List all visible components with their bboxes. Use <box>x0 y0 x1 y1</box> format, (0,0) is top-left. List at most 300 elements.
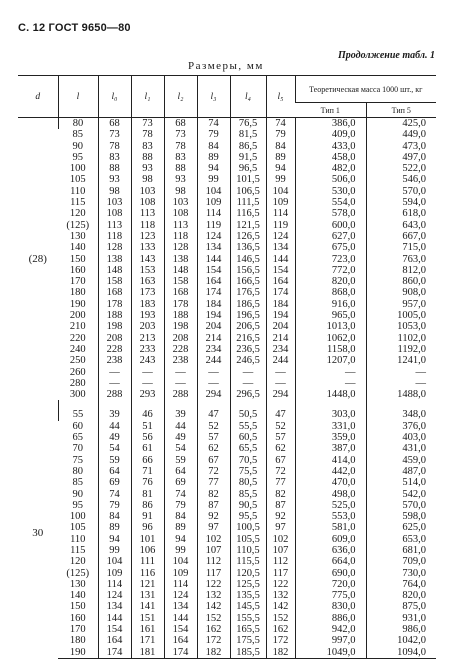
table-cell: 114 <box>197 208 230 219</box>
table-cell: 182 <box>266 647 295 659</box>
table-cell: 73 <box>98 129 131 140</box>
table-cell: 812,0 <box>366 265 436 276</box>
col-header-l2: l₂ <box>164 76 197 118</box>
table-cell: 93 <box>98 174 131 185</box>
table-cell: 93 <box>131 163 164 174</box>
table-cell: 280 <box>69 377 86 389</box>
table-cell: 228 <box>164 344 197 355</box>
table-cell: 246,5 <box>230 355 266 366</box>
diameter-cell: (28) <box>28 252 47 265</box>
table-cell: 69 <box>164 477 197 488</box>
table-cell: 134 <box>98 601 131 612</box>
table-cell: 506,0 <box>295 174 366 185</box>
table-cell: 106 <box>131 545 164 556</box>
table-cell: 57 <box>197 432 230 443</box>
table-cell: 98 <box>164 186 197 197</box>
table-cell: 359,0 <box>295 432 366 443</box>
table-cell: 112 <box>266 556 295 567</box>
table-row <box>18 647 436 659</box>
table-cell: 84 <box>266 141 295 152</box>
table-cell: 111 <box>131 556 164 567</box>
table-cell: 74 <box>98 489 131 500</box>
table-cell: 131 <box>131 590 164 601</box>
table-cell: 70,5 <box>230 455 266 466</box>
table-cell: 190 <box>58 647 98 659</box>
col-header-l: l <box>58 76 98 118</box>
table-cell: 122 <box>197 579 230 590</box>
table-cell: 115 <box>70 197 86 209</box>
table-cell: 240 <box>69 343 86 355</box>
table-cell: 116 <box>131 568 164 579</box>
table-cell: 115,5 <box>230 556 266 567</box>
table-cell: 103 <box>131 186 164 197</box>
table-row <box>18 276 436 287</box>
table-row <box>18 443 436 454</box>
table-cell: 104 <box>266 186 295 197</box>
table-cell: 82 <box>266 489 295 500</box>
table-cell: 112 <box>197 556 230 567</box>
table-cell: 87 <box>197 500 230 511</box>
table-cell: 200 <box>69 310 86 322</box>
table-row <box>18 389 436 400</box>
table-cell: 522,0 <box>366 163 436 174</box>
table-cell: 184 <box>197 299 230 310</box>
table-cell: 65,5 <box>230 443 266 454</box>
table-cell: 681,0 <box>366 545 436 556</box>
table-cell: 133 <box>131 242 164 253</box>
table-cell: 118 <box>131 220 164 231</box>
table-cell: 173 <box>131 287 164 298</box>
table-cell: 165,5 <box>230 624 266 635</box>
table-cell: 120 <box>69 556 86 568</box>
table-cell: 88 <box>131 152 164 163</box>
table-cell: 530,0 <box>295 186 366 197</box>
table-cell: — <box>98 378 131 389</box>
table-cell: 213 <box>131 333 164 344</box>
table-cell: 196,5 <box>230 310 266 321</box>
table-cell: 497,0 <box>366 152 436 163</box>
table-cell: 94 <box>197 163 230 174</box>
table-cell: 145,5 <box>230 601 266 612</box>
table-row <box>18 522 436 533</box>
table-cell: 113 <box>131 208 164 219</box>
table-cell: 148 <box>164 265 197 276</box>
table-cell: 178 <box>164 299 197 310</box>
table-cell: 204 <box>197 321 230 332</box>
table-cell: 148 <box>98 265 131 276</box>
table-cell: 172 <box>266 635 295 646</box>
table-cell: 49 <box>164 432 197 443</box>
page-header: С. 12 ГОСТ 9650—80 <box>18 22 131 34</box>
table-cell: 50,5 <box>230 409 266 420</box>
table-cell: 487,0 <box>366 466 436 477</box>
table-cell: 77 <box>197 477 230 488</box>
table-cell: 348,0 <box>366 409 436 420</box>
table-cell: 67 <box>197 455 230 466</box>
table-cell: 120,5 <box>230 568 266 579</box>
table-cell: 98 <box>131 174 164 185</box>
table-cell: 234 <box>197 344 230 355</box>
table-cell: 180 <box>69 635 86 647</box>
table-cell: — <box>230 367 266 378</box>
table-cell: 1005,0 <box>366 310 436 321</box>
table-cell: 860,0 <box>366 276 436 287</box>
table-cell: 78 <box>98 141 131 152</box>
table-row <box>18 174 436 185</box>
table-cell: 204 <box>266 321 295 332</box>
table-cell: 172 <box>197 635 230 646</box>
table-cell: 238 <box>98 355 131 366</box>
table-cell: 76,5 <box>230 118 266 130</box>
table-cell: 178 <box>98 299 131 310</box>
table-cell: 98 <box>98 186 131 197</box>
table-cell: 525,0 <box>295 500 366 511</box>
table-row <box>18 545 436 556</box>
table-cell: 54 <box>98 443 131 454</box>
table-cell: 132 <box>197 590 230 601</box>
group-spacer <box>18 400 436 409</box>
table-cell: — <box>98 367 131 378</box>
table-cell: 730,0 <box>366 568 436 579</box>
table-cell: 86 <box>131 500 164 511</box>
table-row <box>18 511 436 522</box>
table-cell: 95,5 <box>230 511 266 522</box>
table-cell: 134 <box>266 242 295 253</box>
table-cell: 170 <box>69 276 86 288</box>
table-cell: 102 <box>266 534 295 545</box>
table-cell: 134 <box>164 601 197 612</box>
table-cell: 93 <box>164 174 197 185</box>
table-cell: 146,5 <box>230 254 266 265</box>
table-row <box>18 556 436 567</box>
table-cell: 57 <box>266 432 295 443</box>
table-cell: 162 <box>197 624 230 635</box>
table-row <box>18 344 436 355</box>
spacer-cell <box>230 400 266 409</box>
table-cell: 106,5 <box>230 186 266 197</box>
table-cell: 134 <box>197 242 230 253</box>
table-cell: 300 <box>69 389 86 401</box>
table-cell: 820,0 <box>295 276 366 287</box>
table-continuation-label: Продолжение табл. 1 <box>337 50 435 61</box>
col-header-l1: l₁ <box>131 76 164 118</box>
table-cell: 470,0 <box>295 477 366 488</box>
table-cell: — <box>164 378 197 389</box>
table-cell: 875,0 <box>366 601 436 612</box>
table-cell: 715,0 <box>366 242 436 253</box>
table-row <box>18 287 436 298</box>
table-cell: 210 <box>69 321 86 333</box>
table-cell: 772,0 <box>295 265 366 276</box>
table-cell: 193 <box>131 310 164 321</box>
table-cell: 70 <box>72 443 83 455</box>
table-cell: 1158,0 <box>295 344 366 355</box>
table-cell: 387,0 <box>295 443 366 454</box>
table-cell: 482,0 <box>295 163 366 174</box>
table-cell: 409,0 <box>295 129 366 140</box>
table-row <box>18 477 436 488</box>
table-cell: 153 <box>131 265 164 276</box>
table-cell: 81 <box>131 489 164 500</box>
table-cell: 653,0 <box>366 534 436 545</box>
table-row <box>18 231 436 242</box>
table-cell: 119 <box>197 220 230 231</box>
table-cell: 59 <box>164 455 197 466</box>
table-cell: 109 <box>266 197 295 208</box>
table-cell: 238 <box>164 355 197 366</box>
table-cell: 107 <box>197 545 230 556</box>
table-cell: — <box>230 378 266 389</box>
table-cell: 87 <box>266 500 295 511</box>
table-cell: 431,0 <box>366 443 436 454</box>
table-cell: 154 <box>266 265 295 276</box>
table-cell: 554,0 <box>295 197 366 208</box>
table-cell: 288 <box>164 389 197 400</box>
table-cell: 174 <box>164 647 197 659</box>
table-cell: 121 <box>131 579 164 590</box>
spacer-cell <box>366 400 436 409</box>
table-cell: — <box>164 367 197 378</box>
table-cell: 89 <box>197 152 230 163</box>
table-cell: 609,0 <box>295 534 366 545</box>
table-cell: 124 <box>98 590 131 601</box>
table-cell: 94 <box>266 163 295 174</box>
table-cell: 52 <box>197 421 230 432</box>
table-cell: 160 <box>69 612 86 624</box>
table-cell: 107 <box>266 545 295 556</box>
table-cell: 95 <box>72 151 83 163</box>
table-cell: 181 <box>131 647 164 659</box>
table-cell: 104 <box>164 556 197 567</box>
table-cell: 77 <box>266 477 295 488</box>
spacer-cell <box>164 400 197 409</box>
table-cell: 643,0 <box>366 220 436 231</box>
table-row <box>18 409 436 420</box>
col-header-l3: l₃ <box>197 76 230 118</box>
table-cell: 99 <box>98 545 131 556</box>
table-cell: 185,5 <box>230 647 266 659</box>
table-cell: 120 <box>69 208 86 220</box>
table-cell: 243 <box>131 355 164 366</box>
col-header-l4: l₄ <box>230 76 266 118</box>
table-cell: — <box>295 378 366 389</box>
table-cell: 820,0 <box>366 590 436 601</box>
table-cell: 99 <box>266 174 295 185</box>
table-cell: 244 <box>197 355 230 366</box>
table-cell: — <box>266 367 295 378</box>
table-cell: 214 <box>197 333 230 344</box>
table-cell: 97 <box>197 522 230 533</box>
table-cell: 96 <box>131 522 164 533</box>
table-cell: 1053,0 <box>366 321 436 332</box>
table-cell: 88 <box>98 163 131 174</box>
table-row <box>18 242 436 253</box>
table-cell: 72 <box>266 466 295 477</box>
table-cell: 190 <box>69 298 86 310</box>
table-row <box>18 624 436 635</box>
table-cell: 110 <box>70 185 86 197</box>
table-cell: 135,5 <box>230 590 266 601</box>
table-cell: 170 <box>69 624 86 636</box>
table-cell: 92 <box>266 511 295 522</box>
table-cell: — <box>295 367 366 378</box>
table-cell: 75 <box>72 454 83 466</box>
table-cell: 546,0 <box>366 174 436 185</box>
dimensions-caption: Размеры, мм <box>188 60 264 72</box>
table-cell: 90,5 <box>230 500 266 511</box>
table-cell: 130 <box>69 578 86 590</box>
table-cell: 124 <box>164 590 197 601</box>
table-cell: 188 <box>98 310 131 321</box>
table-cell: 85,5 <box>230 489 266 500</box>
table-cell: 198 <box>98 321 131 332</box>
table-cell: 72 <box>197 466 230 477</box>
table-cell: 103 <box>98 197 131 208</box>
table-cell: 89 <box>266 152 295 163</box>
table-cell: 764,0 <box>366 579 436 590</box>
table-cell: 126,5 <box>230 231 266 242</box>
table-cell: 174 <box>98 647 131 659</box>
table-cell: 118 <box>98 231 131 242</box>
table-cell: 110,5 <box>230 545 266 556</box>
table-cell: 66 <box>131 455 164 466</box>
table-cell: 79 <box>197 129 230 140</box>
table-cell: 76 <box>131 477 164 488</box>
table-cell: 194 <box>197 310 230 321</box>
table-cell: 414,0 <box>295 455 366 466</box>
table-cell: 83 <box>164 152 197 163</box>
table-row <box>18 378 436 389</box>
table-row <box>18 321 436 332</box>
table-cell: 675,0 <box>295 242 366 253</box>
table-cell: 114 <box>164 579 197 590</box>
table-cell: 154 <box>164 624 197 635</box>
table-cell: 986,0 <box>366 624 436 635</box>
table-cell: 581,0 <box>295 522 366 533</box>
table-cell: 80 <box>58 118 98 130</box>
table-cell: 168 <box>98 287 131 298</box>
table-cell: 174 <box>266 287 295 298</box>
table-cell: 140 <box>69 242 86 254</box>
table-row <box>18 579 436 590</box>
spacer-cell <box>266 400 295 409</box>
table-cell: 158 <box>98 276 131 287</box>
table-cell: (125) <box>66 567 90 579</box>
table-cell: 498,0 <box>295 489 366 500</box>
table-cell: 916,0 <box>295 299 366 310</box>
table-cell: 442,0 <box>295 466 366 477</box>
table-cell: 114 <box>266 208 295 219</box>
table-cell: 46 <box>131 409 164 420</box>
table-cell: 75,5 <box>230 466 266 477</box>
table-cell: 627,0 <box>295 231 366 242</box>
table-cell: 102 <box>197 534 230 545</box>
table-row <box>18 432 436 443</box>
table-cell: 82 <box>197 489 230 500</box>
table-cell: — <box>266 378 295 389</box>
table-cell: 331,0 <box>295 421 366 432</box>
table-cell: 636,0 <box>295 545 366 556</box>
table-cell: 598,0 <box>366 511 436 522</box>
table-cell: 108 <box>98 208 131 219</box>
table-cell: 79 <box>98 500 131 511</box>
table-cell: — <box>366 378 436 389</box>
table-cell: 108 <box>131 197 164 208</box>
table-cell: 160 <box>69 264 86 276</box>
table-cell: 176,5 <box>230 287 266 298</box>
table-cell: 52 <box>266 421 295 432</box>
table-row <box>18 152 436 163</box>
table-cell: 514,0 <box>366 477 436 488</box>
table-cell: 1042,0 <box>366 635 436 646</box>
table-cell: 142 <box>266 601 295 612</box>
table-cell: 1192,0 <box>366 344 436 355</box>
table-cell: 111,5 <box>230 197 266 208</box>
table-cell: 233 <box>131 344 164 355</box>
spacer-cell <box>295 400 366 409</box>
table-row <box>18 613 436 624</box>
table-cell: 100 <box>69 511 86 523</box>
table-cell: 908,0 <box>366 287 436 298</box>
table-cell: 723,0 <box>295 254 366 265</box>
table-row <box>18 355 436 366</box>
table-cell: 294 <box>197 389 230 400</box>
table-cell: 115 <box>70 544 86 556</box>
table-row <box>18 208 436 219</box>
table-cell: 39 <box>164 409 197 420</box>
table-cell: 288 <box>98 389 131 400</box>
table-cell: 108 <box>164 208 197 219</box>
table-cell: 138 <box>164 254 197 265</box>
table-cell: 83 <box>98 152 131 163</box>
table-cell: 236,5 <box>230 344 266 355</box>
table-cell: 228 <box>98 344 131 355</box>
table-row <box>18 220 436 231</box>
table-cell: 100,5 <box>230 522 266 533</box>
table-cell: 109 <box>164 568 197 579</box>
table-cell: 47 <box>197 409 230 420</box>
table-cell: 86,5 <box>230 141 266 152</box>
table-cell: 99 <box>164 545 197 556</box>
table-cell: 74 <box>164 489 197 500</box>
table-cell: 296,5 <box>230 389 266 400</box>
table-cell: 1094,0 <box>366 647 436 659</box>
table-cell: 71 <box>131 466 164 477</box>
table-cell: 220 <box>69 332 86 344</box>
table-cell: 73 <box>131 118 164 130</box>
table-cell: 578,0 <box>295 208 366 219</box>
table-row <box>18 367 436 378</box>
table-cell: 121,5 <box>230 220 266 231</box>
table-body <box>18 118 436 659</box>
table-row <box>18 500 436 511</box>
table-cell: 89 <box>98 522 131 533</box>
table-row <box>18 489 436 500</box>
table-cell: 376,0 <box>366 421 436 432</box>
table-cell: 117 <box>197 568 230 579</box>
table-cell: — <box>131 367 164 378</box>
table-cell: 55,5 <box>230 421 266 432</box>
table-cell: 175,5 <box>230 635 266 646</box>
table-cell: 99 <box>197 174 230 185</box>
table-cell: 386,0 <box>295 118 366 130</box>
table-cell: 234 <box>266 344 295 355</box>
col-header-type1: Тип 1 <box>295 103 366 118</box>
table-cell: 94 <box>164 534 197 545</box>
table-cell: 88 <box>164 163 197 174</box>
table-cell: 250 <box>69 355 86 367</box>
table-cell: 62 <box>266 443 295 454</box>
